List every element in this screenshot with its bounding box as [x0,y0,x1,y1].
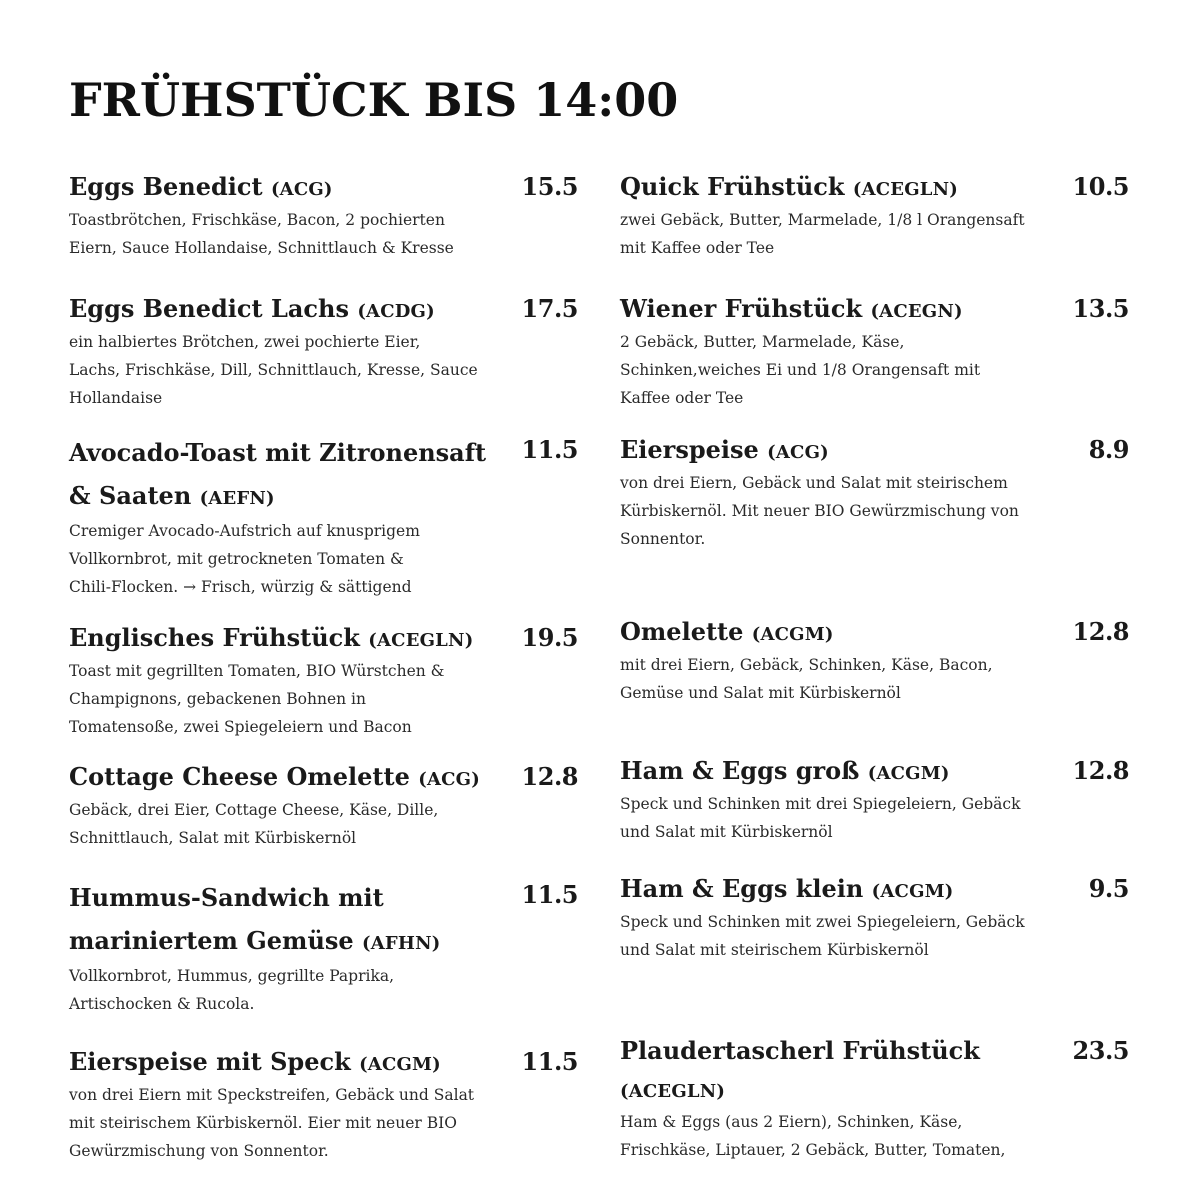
menu-item-title [69,876,469,965]
menu-item-price: 12.8 [1072,756,1129,785]
menu-item-description: Toastbrötchen, Frischkäse, Bacon, 2 pochierten Eiern, Sauce Hollandaise, Schnittlauch & Kresse [69,211,454,257]
menu-item-description: Speck und Schinken mit zwei Spiegeleiern, Gebäck und Salat mit steirischem Kürbiskernöl [620,913,1025,959]
menu-item-description: Cremiger Avocado-Aufstrich auf knusprigem Vollkornbrot, mit getrockneten Tomaten & Chili-Flocken. → Frisch, würzig & sättigend [69,522,420,596]
menu-item-description: Speck und Schinken mit drei Spiegeleiern, Gebäck und Salat mit Kürbiskernöl [620,795,1021,841]
menu-item-title [69,431,509,520]
menu-item-allergens: (ACGM) [867,763,950,784]
menu-item-allergens: (ACDG) [357,301,435,322]
page-title: FRÜHSTÜCK BIS 14:00 [69,73,679,127]
menu-item-name: Eierspeise mit Speck [69,1047,351,1076]
menu-item-price: 12.8 [521,762,578,791]
menu-item [69,1043,578,1165]
menu-item-price: 17.5 [521,294,578,323]
menu-item [69,619,578,741]
menu-item-name: Omelette [620,617,744,646]
menu-item-allergens: (ACEGLN) [368,630,474,651]
menu-item-allergens: (AEFN) [199,488,275,509]
menu-item-price: 11.5 [521,1047,578,1076]
menu-item-allergens: (ACEGLN) [852,179,959,200]
menu-item-allergens: (ACGM) [751,624,834,645]
menu-item [69,168,578,262]
menu-item-description: zwei Gebäck, Butter, Marmelade, 1/8 l Orangensaft mit Kaffee oder Tee [620,211,1025,257]
menu-item-description: 2 Gebäck, Butter, Marmelade, Käse, Schinken,weiches Ei und 1/8 Orangensaft mit Kaffee oder Tee [620,333,981,407]
menu-item-price: 11.5 [521,435,578,464]
menu-item-name: Wiener Frühstück [620,294,863,323]
menu-item [69,290,578,412]
menu-item-allergens: (ACG) [418,769,480,790]
menu-item-description: ein halbiertes Brötchen, zwei pochierte Eier, Lachs, Frischkäse, Dill, Schnittlauch, Kresse, Sauce Hollandaise [69,333,478,407]
menu-item-name: Cottage Cheese Omelette [69,762,410,791]
left-menu-column [69,168,578,1189]
menu-item [620,752,1129,846]
menu-item-price: 12.8 [1072,617,1129,646]
menu-item-price: 13.5 [1072,294,1129,323]
menu-item-allergens: (ACGM) [359,1054,441,1075]
menu-item-name: Eierspeise [620,435,759,464]
menu-item-price: 19.5 [521,623,578,652]
menu-item-price: 23.5 [1072,1036,1129,1065]
menu-item-price: 9.5 [1088,874,1129,903]
menu-item-description: mit drei Eiern, Gebäck, Schinken, Käse, Bacon, Gemüse und Salat mit Kürbiskernöl [620,656,993,702]
menu-item-title [620,290,963,331]
menu-item-allergens: (ACG) [270,179,333,200]
menu-item [69,758,578,852]
menu-item-allergens: (ACGM) [871,881,954,902]
menu-item-name: Avocado-Toast mit Zitronensaft & Saaten [69,438,487,510]
menu-item-name: Hummus-Sandwich mit mariniertem Gemüse [69,883,384,955]
menu-item-title [620,1032,1000,1111]
menu-item [620,1032,1129,1164]
menu-item-description: Toast mit gegrillten Tomaten, BIO Würstchen & Champignons, gebackenen Bohnen in Tomatensoße, zwei Spiegeleiern und Bacon [69,662,445,736]
right-menu-column [620,168,1129,1188]
menu-item-name: Plaudertascherl Frühstück [620,1036,980,1065]
menu-item-name: Ham & Eggs groß [620,756,860,785]
menu-item-price: 15.5 [521,172,578,201]
menu-item-allergens: (ACEGLN) [620,1081,726,1102]
menu-item-title [620,613,834,654]
menu-item-description: Vollkornbrot, Hummus, gegrillte Paprika, Artischocken & Rucola. [69,967,395,1013]
menu-item-description: Gebäck, drei Eier, Cottage Cheese, Käse, Dille, Schnittlauch, Salat mit Kürbiskernöl [69,801,439,847]
menu-item-title [69,1043,441,1084]
menu-item-description: Ham & Eggs (aus 2 Eiern), Schinken, Käse, Frischkäse, Liptauer, 2 Gebäck, Butter, Tomaten, [620,1113,1006,1159]
menu-item-description: von drei Eiern mit Speckstreifen, Gebäck und Salat mit steirischem Kürbiskernöl. Eier mit neuer BIO Gewürzmischung von Sonnentor. [69,1086,475,1160]
menu-item-name: Ham & Eggs klein [620,874,864,903]
menu-item-allergens: (AFHN) [362,933,441,954]
menu-item [620,870,1129,964]
menu-item-title [620,752,950,793]
menu-item-allergens: (ACEGN) [870,301,963,322]
menu-item-title [69,290,435,331]
menu-item-title [620,431,829,472]
menu-item [69,431,578,601]
menu-item-title [69,168,333,209]
menu-item-title [620,168,958,209]
menu-item [620,431,1129,553]
menu-item [620,168,1129,262]
menu-item-name: Quick Frühstück [620,172,845,201]
menu-item-title [69,758,480,799]
menu-item-price: 11.5 [521,880,578,909]
menu-item [620,290,1129,412]
menu-item [69,876,578,1018]
menu-item-title [620,870,954,911]
menu-item [620,613,1129,707]
menu-item-allergens: (ACG) [767,442,829,463]
menu-item-price: 8.9 [1088,435,1129,464]
menu-item-name: Eggs Benedict [69,172,263,201]
menu-item-description: von drei Eiern, Gebäck und Salat mit steirischem Kürbiskernöl. Mit neuer BIO Gewürzmischung von Sonnentor. [620,474,1019,548]
menu-item-price: 10.5 [1072,172,1129,201]
menu-item-title [69,619,473,660]
menu-item-name: Englisches Frühstück [69,623,360,652]
menu-item-name: Eggs Benedict Lachs [69,294,349,323]
